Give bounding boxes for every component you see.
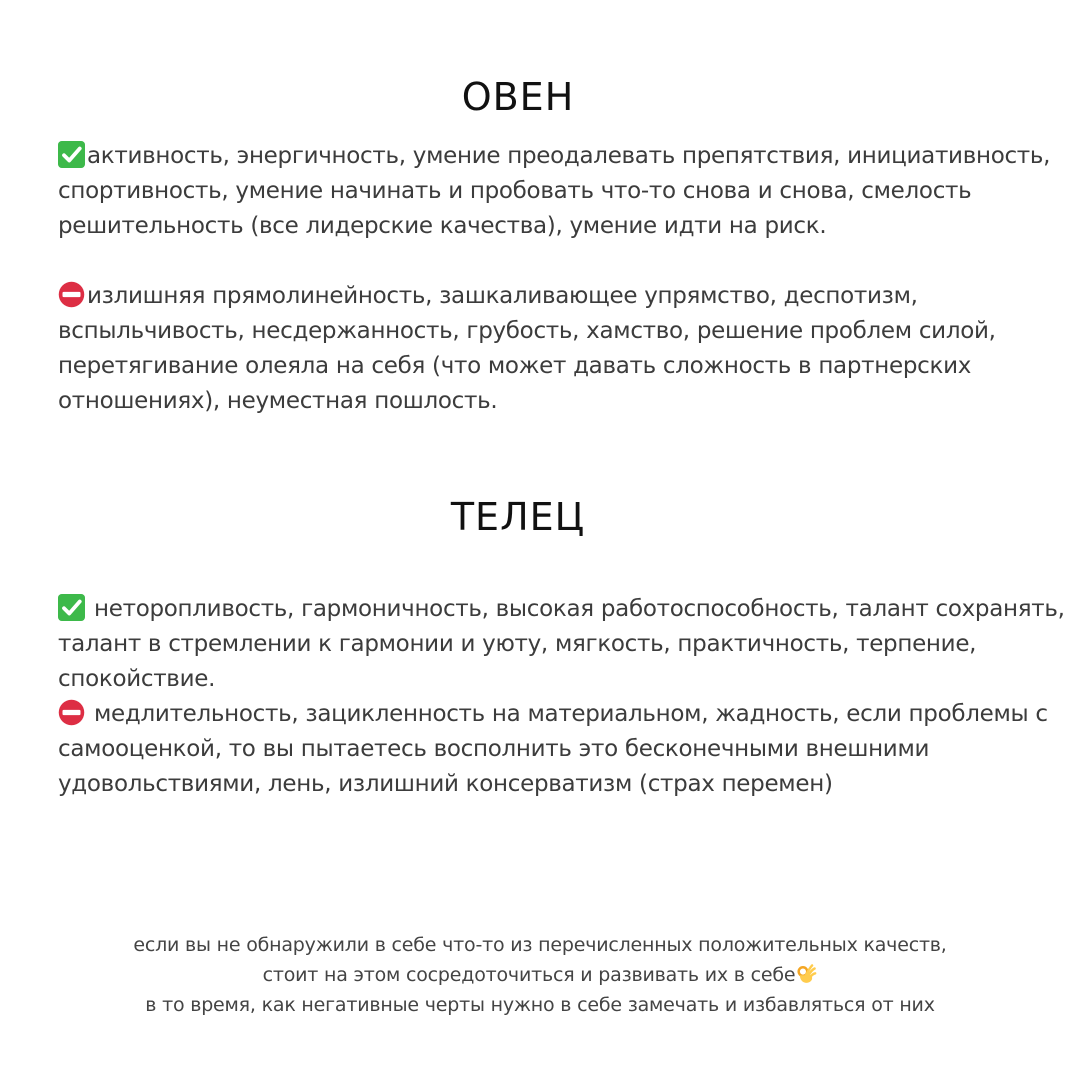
footer-line-2 [0,960,1080,990]
telec-positive-text: неторопливость, гармоничность, высокая работоспособность, талант сохранять, талант в стремлении к гармонии и уюту, мягкость, практичность, терпение, спокойствие. [58,596,1065,692]
check-mark-icon [58,141,85,168]
footer-line-2-text: стоит на этом сосредоточиться и развивать их в себе [262,964,796,986]
section-title-oven: ОВЕН [461,75,575,119]
telec-negative-traits [58,697,1068,802]
check-mark-icon [58,594,85,621]
section-title-telec: ТЕЛЕЦ [450,495,586,539]
no-entry-icon [58,281,85,308]
footer-note [0,930,1080,1020]
footer-line-3: в то время, как негативные черты нужно в себе замечать и избавляться от них [145,994,935,1016]
oven-negative-traits [58,279,1068,419]
ok-hand-icon [795,963,817,985]
oven-positive-traits [58,139,1068,244]
telec-negative-text: медлительность, зацикленность на материальном, жадность, если проблемы с самооценкой, то вы пытаетесь восполнить это бесконечными внешними удовольствиями, лень, излишний консерватизм (страх перемен) [58,701,1048,797]
oven-negative-text: излишняя прямолинейность, зашкаливающее упрямство, деспотизм, вспыльчивость, несдержанность, грубость, хамство, решение проблем силой, перетягивание олеяла на себя (что может давать сложность в партнерских отношениях), неуместная пошлость. [58,283,996,414]
telec-positive-traits [58,592,1068,697]
footer-line-1: если вы не обнаружили в себе что-то из перечисленных положительных качеств, [133,934,947,956]
no-entry-icon [58,699,85,726]
oven-positive-text: активность, энергичность, умение преодалевать препятствия, инициативность, спортивность, умение начинать и пробовать что-то снова и снова, смелость решительность (все лидерские качества), умение идти на риск. [58,143,1051,239]
